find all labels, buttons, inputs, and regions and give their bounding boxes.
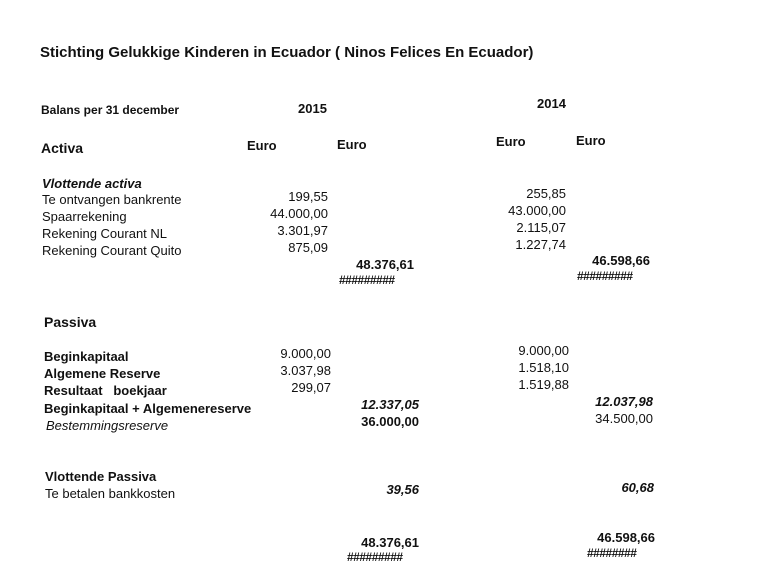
passiva-row-2015: 9.000,00 <box>280 346 331 361</box>
activa-row-2014: 1.227,74 <box>515 237 566 252</box>
activa-hash-2015: ######### <box>339 273 395 287</box>
vlottende-activa-heading: Vlottende activa <box>42 176 142 191</box>
bankkosten-2015: 39,56 <box>386 482 419 497</box>
activa-row-2015: 44.000,00 <box>270 206 328 221</box>
activa-heading: Activa <box>41 140 84 156</box>
year-2015-header: 2015 <box>298 101 327 116</box>
bankkosten-label: Te betalen bankkosten <box>45 486 176 501</box>
activa-row-label: Spaarrekening <box>42 209 127 224</box>
bestemmingsreserve-2014: 34.500,00 <box>595 411 653 426</box>
currency-2014-b: Euro <box>576 133 606 148</box>
activa-row-2015: 199,55 <box>288 189 328 204</box>
combined-reserve-2014: 12.037,98 <box>595 394 653 409</box>
currency-2014-a: Euro <box>496 134 526 149</box>
bestemmingsreserve-label: Bestemmingsreserve <box>46 418 169 433</box>
activa-row-2014: 255,85 <box>526 186 566 201</box>
currency-2015-b: Euro <box>337 137 367 152</box>
activa-row-label: Rekening Courant NL <box>42 226 168 241</box>
passiva-row-2014: 1.519,88 <box>518 377 569 392</box>
activa-row-label: Rekening Courant Quito <box>42 243 182 258</box>
activa-total-2014: 46.598,66 <box>592 253 650 268</box>
bankkosten-2014: 60,68 <box>621 480 654 495</box>
passiva-total-2014: 46.598,66 <box>597 530 655 545</box>
document-title: Stichting Gelukkige Kinderen in Ecuador ( Ninos Felices En Ecuador) <box>40 44 534 61</box>
passiva-heading: Passiva <box>44 314 97 330</box>
vlottende-passiva-heading: Vlottende Passiva <box>45 469 157 484</box>
passiva-row-2014: 9.000,00 <box>518 343 569 358</box>
passiva-row-2015: 299,07 <box>291 380 331 395</box>
passiva-row-2015: 3.037,98 <box>280 363 331 378</box>
passiva-total-2015: 48.376,61 <box>361 535 419 550</box>
currency-2015-a: Euro <box>247 138 277 153</box>
activa-row-label: Te ontvangen bankrente <box>42 192 182 207</box>
passiva-row-label: Resultaat boekjaar <box>44 383 167 398</box>
passiva-row-2014: 1.518,10 <box>518 360 569 375</box>
activa-row-2015: 875,09 <box>288 240 328 255</box>
activa-total-2015: 48.376,61 <box>356 257 414 272</box>
activa-hash-2014: ######### <box>577 269 633 283</box>
passiva-hash-2014: ######## <box>587 546 637 560</box>
bestemmingsreserve-2015: 36.000,00 <box>361 414 419 429</box>
combined-reserve-2015: 12.337,05 <box>361 397 419 412</box>
passiva-row-label: Beginkapitaal <box>44 349 129 364</box>
combined-reserve-label: Beginkapitaal + Algemenereserve <box>44 401 252 416</box>
year-2014-header: 2014 <box>537 96 566 111</box>
activa-row-2014: 43.000,00 <box>508 203 566 218</box>
activa-row-2015: 3.301,97 <box>277 223 328 238</box>
balance-date-label: Balans per 31 december <box>41 103 180 117</box>
passiva-row-label: Algemene Reserve <box>44 366 161 381</box>
passiva-hash-2015: ######### <box>347 550 403 564</box>
activa-row-2014: 2.115,07 <box>516 220 566 235</box>
